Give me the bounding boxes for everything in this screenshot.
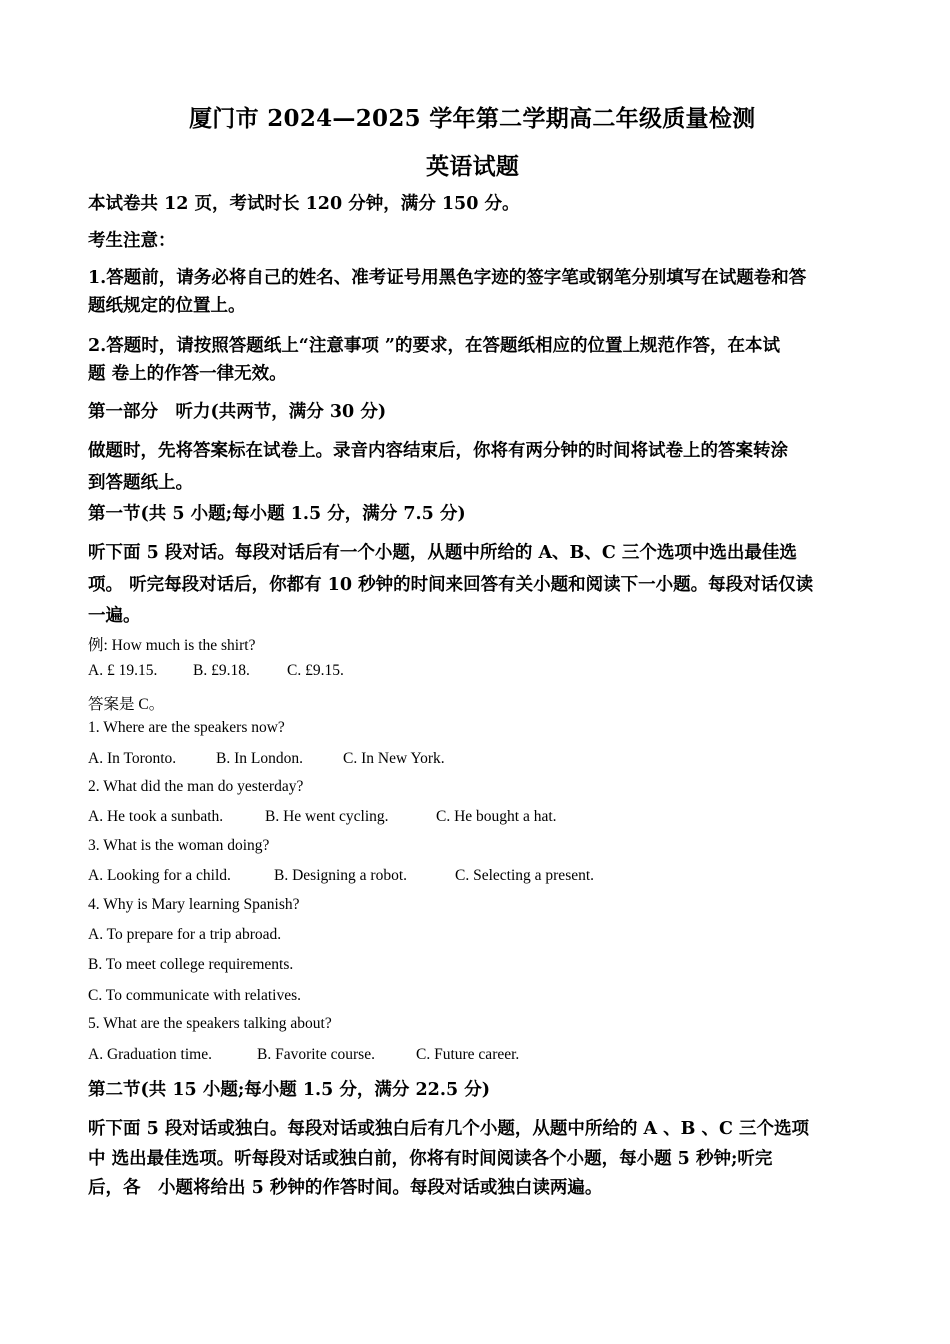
question-3: 3. What is the woman doing?	[88, 837, 270, 854]
section-2-instruction-line-1: 听下面 5 段对话或独白。每段对话或独白后有几个小题，从题中所给的 A 、B 、C 三个选项	[88, 1119, 810, 1139]
example-option-a: A. £ 19.15.	[88, 662, 158, 679]
question-1-option-b: B. In London.	[216, 750, 303, 767]
example-option-b: B. £9.18.	[193, 662, 250, 679]
example-question: 例: How much is the shirt?	[88, 637, 256, 654]
part-1-instruction-line-1: 做题时，先将答案标在试卷上。录音内容结束后，你将有两分钟的时间将试卷上的答案转涂	[88, 441, 788, 461]
question-5: 5. What are the speakers talking about?	[88, 1015, 332, 1032]
section-1-heading: 第一节(共 5 小题;每小题 1.5 分，满分 7.5 分)	[88, 504, 466, 524]
section-1-instruction-line-3: 一遍。	[88, 606, 141, 626]
question-2-option-a: A. He took a sunbath.	[88, 808, 224, 825]
question-5-option-c: C. Future career.	[416, 1046, 520, 1063]
question-2: 2. What did the man do yesterday?	[88, 778, 304, 795]
notice-1-line-2: 题纸规定的位置上。	[88, 296, 246, 316]
notice-2-line-2: 题 卷上的作答一律无效。	[88, 364, 287, 384]
question-1-option-c: C. In New York.	[343, 750, 445, 767]
question-4: 4. Why is Mary learning Spanish?	[88, 896, 300, 913]
section-1-instruction-line-1: 听下面 5 段对话。每段对话后有一个小题，从题中所给的 A、B、C 三个选项中选出最佳选	[88, 543, 797, 563]
question-3-option-c: C. Selecting a present.	[455, 867, 595, 884]
question-2-option-b: B. He went cycling.	[265, 808, 389, 825]
question-4-option-a: A. To prepare for a trip abroad.	[88, 926, 282, 943]
part-1-heading: 第一部分 听力(共两节，满分 30 分)	[88, 402, 387, 422]
section-2-heading: 第二节(共 15 小题;每小题 1.5 分，满分 22.5 分)	[88, 1080, 490, 1100]
question-1: 1. Where are the speakers now?	[88, 719, 285, 736]
question-2-option-c: C. He bought a hat.	[436, 808, 557, 825]
example-option-c: C. £9.15.	[287, 662, 344, 679]
question-3-option-b: B. Designing a robot.	[274, 867, 408, 884]
notice-1-line-1: 1.答题前，请务必将自己的姓名、准考证号用黑色字迹的签字笔或钢笔分别填写在试题卷和答	[88, 268, 807, 288]
question-4-option-c: C. To communicate with relatives.	[88, 987, 301, 1004]
section-1-instruction-line-2: 项。 听完每段对话后，你都有 10 秒钟的时间来回答有关小题和阅读下一小题。每段对话仅读	[88, 575, 814, 595]
example-answer: 答案是 C。	[88, 696, 165, 713]
notice-heading: 考生注意：	[88, 231, 176, 251]
question-5-option-a: A. Graduation time.	[88, 1046, 212, 1063]
question-5-option-b: B. Favorite course.	[257, 1046, 375, 1063]
part-1-instruction-line-2: 到答题纸上。	[88, 473, 193, 493]
question-3-option-a: A. Looking for a child.	[88, 867, 231, 884]
page-subtitle: 英语试题	[426, 153, 520, 180]
question-1-option-a: A. In Toronto.	[88, 750, 177, 767]
page-title: 厦门市 2024—2025 学年第二学期高二年级质量检测	[189, 105, 756, 132]
section-2-instruction-line-3: 后，各 小题将给出 5 秒钟的作答时间。每段对话或独白读两遍。	[88, 1178, 603, 1198]
exam-intro: 本试卷共 12 页，考试时长 120 分钟，满分 150 分。	[88, 194, 520, 214]
notice-2-line-1: 2.答题时，请按照答题纸上“注意事项 ”的要求，在答题纸相应的位置上规范作答，在本试	[88, 336, 780, 356]
question-4-option-b: B. To meet college requirements.	[88, 956, 294, 973]
section-2-instruction-line-2: 中 选出最佳选项。听每段对话或独白前，你将有时间阅读各个小题，每小题 5 秒钟;听完	[88, 1149, 773, 1169]
